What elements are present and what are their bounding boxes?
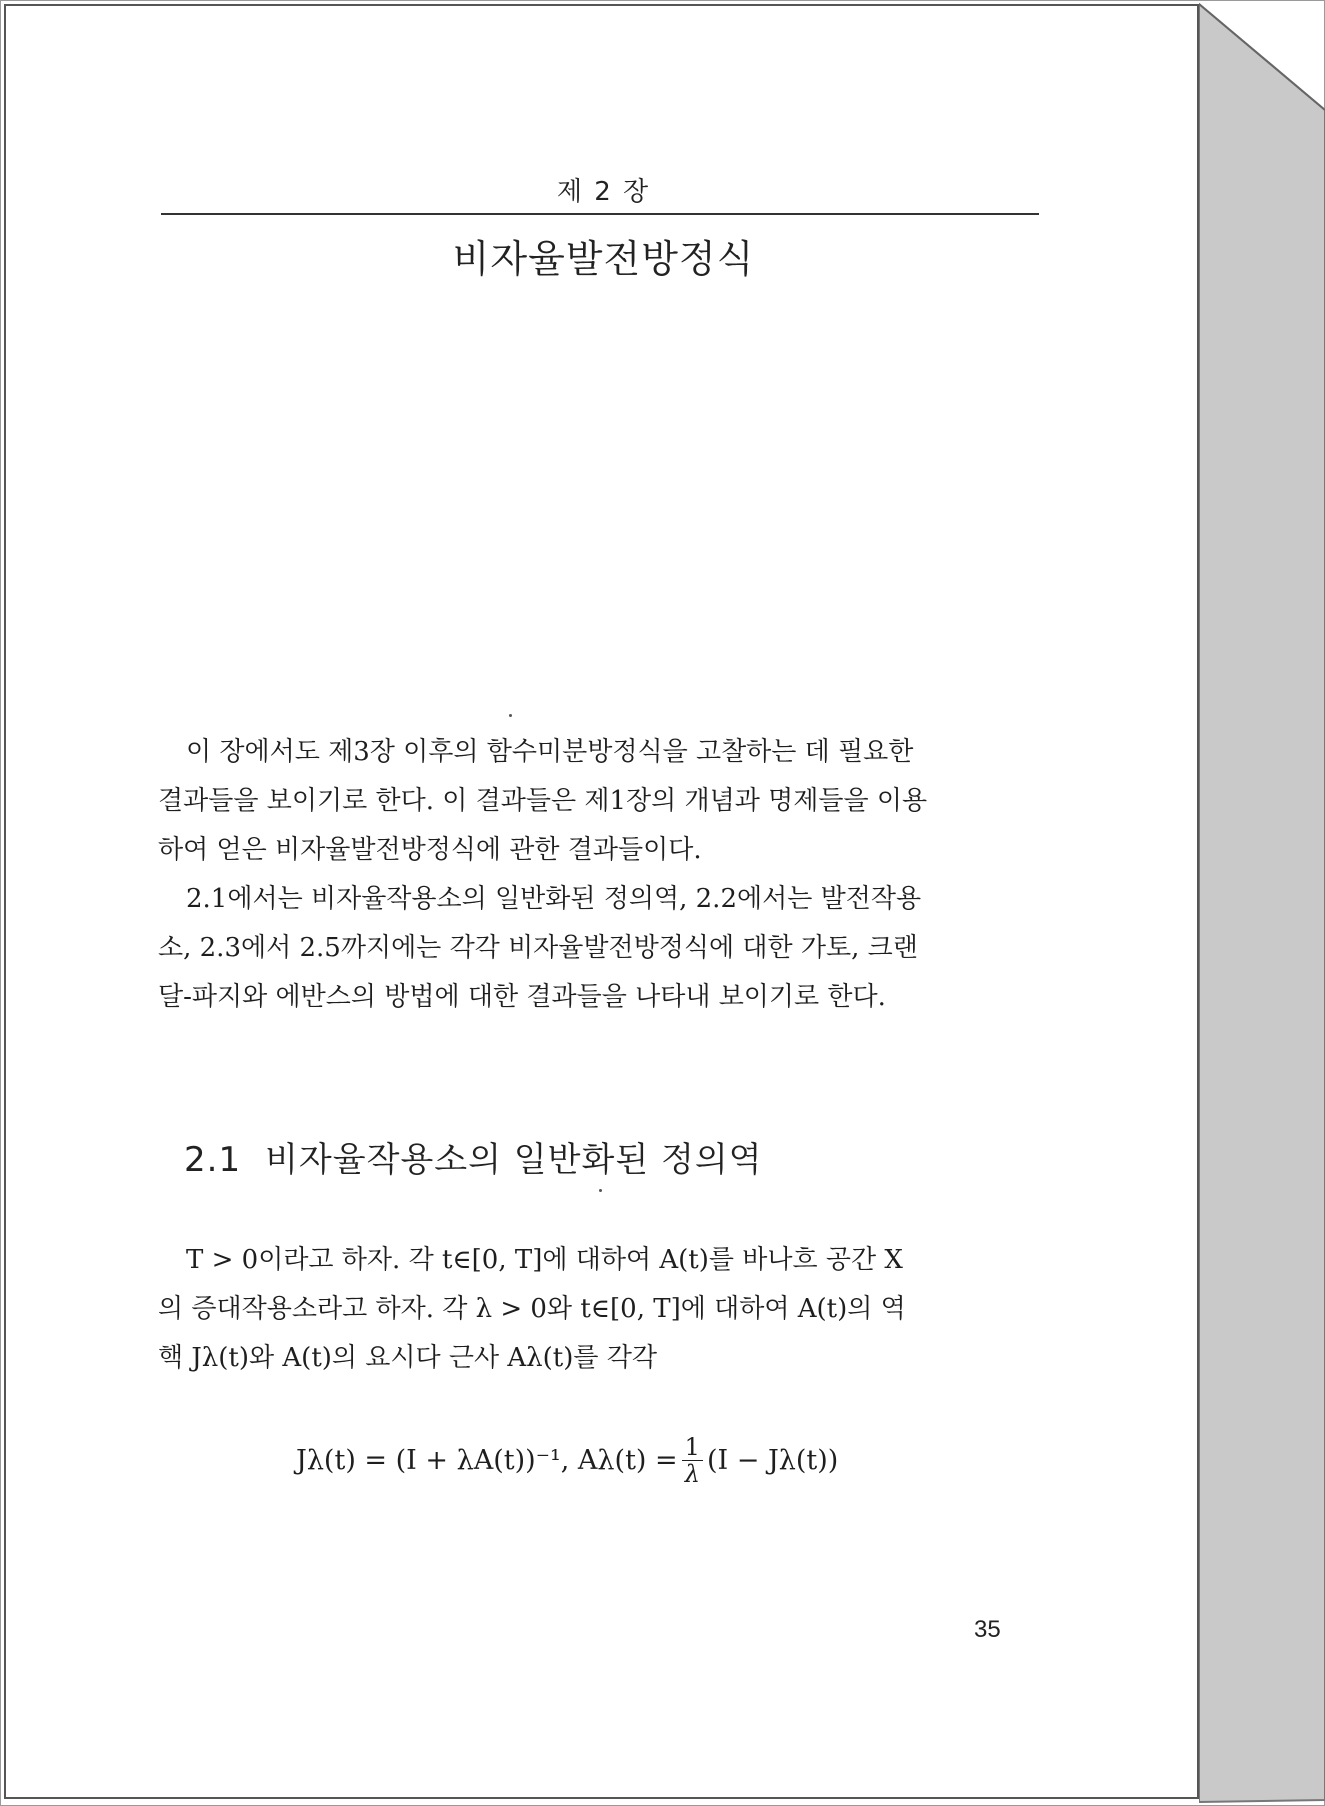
fraction-numerator: 1 [682, 1434, 703, 1461]
scan-speck [599, 1189, 602, 1192]
section-text [158, 1236, 1038, 1383]
page-number: 35 [974, 1616, 1001, 1643]
resolvent-formula [296, 1434, 916, 1487]
fraction-denominator: λ [684, 1460, 700, 1488]
intro-p2-line: 2.1에서는 비자율작용소의 일반화된 정의역, 2.2에서는 발전작용 [186, 884, 922, 914]
formula-right: (I − Jλ(t)) [706, 1445, 839, 1476]
intro-p1-line: 이 장에서도 제3장 이후의 함수미분방정식을 고찰하는 데 필요한 [186, 737, 914, 767]
formula-left: Jλ(t) = (I + λA(t))⁻¹, Aλ(t) = [296, 1445, 678, 1476]
page-stack-side [1199, 0, 1325, 1806]
fraction [682, 1434, 703, 1487]
intro-p1-line: 하여 얻은 비자율발전방정식에 관한 결과들이다. [158, 835, 702, 865]
section-heading [184, 1132, 763, 1181]
section-line: 핵 Jλ(t)와 A(t)의 요시다 근사 Aλ(t)를 각각 [158, 1343, 658, 1373]
section-number: 2.1 [184, 1140, 242, 1180]
chapter-divider [161, 213, 1039, 215]
intro-p1-line: 결과들을 보이기로 한다. 이 결과들은 제1장의 개념과 명제들을 이용 [158, 786, 928, 816]
book-page [4, 4, 1199, 1799]
intro-text [158, 728, 1038, 1022]
chapter-label: 제 2 장 [556, 177, 651, 207]
section-title: 비자율작용소의 일반화된 정의역 [265, 1140, 763, 1180]
intro-p2-line: 달-파지와 에반스의 방법에 대한 결과들을 나타내 보이기로 한다. [158, 982, 886, 1012]
intro-p2-line: 소, 2.3에서 2.5까지에는 각각 비자율발전방정식에 대한 가토, 크랜 [158, 933, 918, 963]
section-line: 의 증대작용소라고 하자. 각 λ > 0와 t∈[0, T]에 대하여 A(t)의 역 [158, 1294, 906, 1324]
section-line: T > 0이라고 하자. 각 t∈[0, T]에 대하여 A(t)를 바나흐 공간 X [186, 1245, 903, 1275]
chapter-title: 비자율발전방정식 [452, 237, 755, 281]
scan-speck [509, 714, 512, 717]
